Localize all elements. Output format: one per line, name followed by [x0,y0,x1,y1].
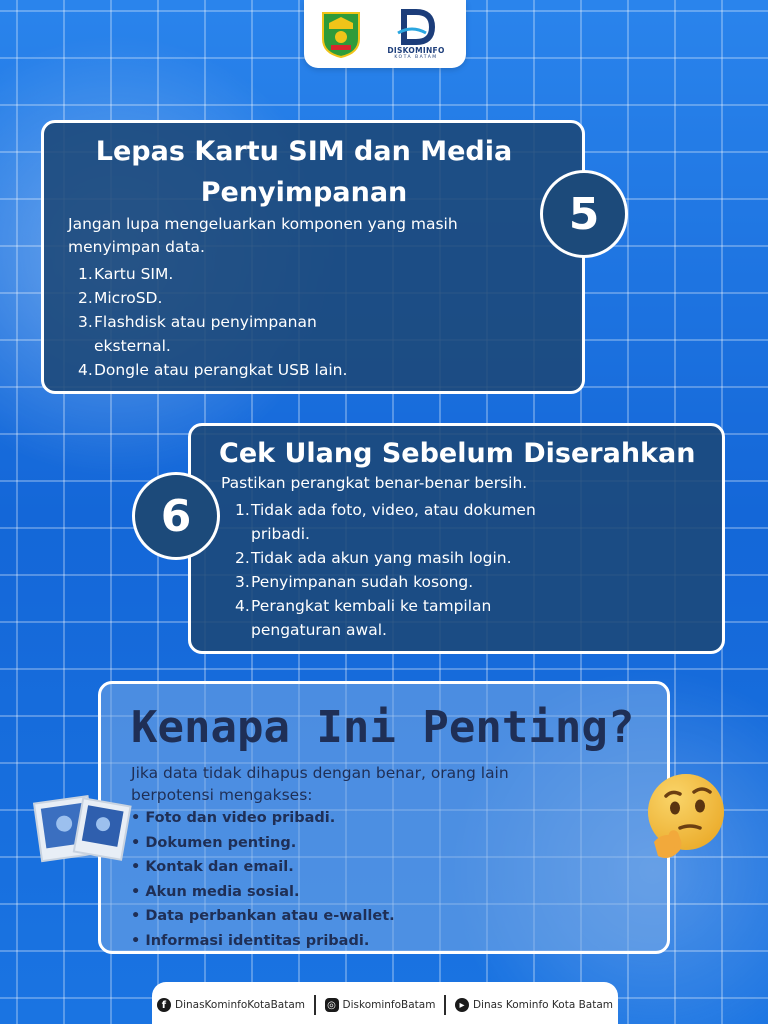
step-5-list [78,262,378,382]
header-logos [304,0,466,68]
list-item: 4. Perangkat kembali ke tampilan pengaturan awal. [235,597,492,639]
list-item: • Akun media sosial. [131,883,300,900]
thinking-face-icon [640,770,732,866]
photo-stack-icon [32,790,132,868]
list-item: 1. Kartu SIM. [78,265,174,283]
list-item: • Foto dan video pribadi. [131,810,336,826]
list-item: • Data perbankan atau e-wallet. [131,908,395,924]
why-title: Kenapa Ini Penting? [131,702,635,753]
list-item: 3. Penyimpanan sudah kosong. [235,573,474,591]
divider [314,995,316,1015]
step-6-badge: 6 [132,472,220,560]
why-important-card [98,681,670,954]
step-5-badge: 5 [540,170,628,258]
facebook-icon: f [157,998,171,1012]
youtube-handle: Dinas Kominfo Kota Batam [472,999,614,1011]
why-intro: Jika data tidak dihapus dengan benar, orang lain berpotensi mengakses: [131,764,509,804]
list-item: • Kontak dan email. [131,859,294,875]
logo-name: DISKOMINFO [387,45,445,55]
list-item: 1. Tidak ada foto, video, atau dokumen pribadi. [235,501,536,543]
diskominfo-logo [381,9,451,60]
list-item: 4. Dongle atau perangkat USB lain. [78,361,348,379]
why-list [131,806,531,953]
facebook-link[interactable] [157,998,305,1012]
diskominfo-logo-icon [396,9,436,45]
step-5-card [41,120,585,394]
batam-seal-icon [319,9,363,59]
footer-social [152,982,618,1024]
instagram-link[interactable] [325,998,436,1012]
list-item: 2. Tidak ada akun yang masih login. [235,549,512,567]
facebook-handle: DinasKominfoKotaBatam [174,999,306,1011]
list-item: 3. Flashdisk atau penyimpanan eksternal. [78,313,317,355]
youtube-link[interactable] [455,998,613,1012]
list-item: 2. MicroSD. [78,289,163,307]
step-5-title: Lepas Kartu SIM dan Media Penyimpanan [95,136,513,208]
step-5-intro: Jangan lupa mengeluarkan komponen yang masih menyimpan data. [68,215,458,256]
youtube-icon: ▸ [455,998,469,1012]
instagram-handle: DiskominfoBatam [342,999,436,1011]
list-item: • Dokumen penting. [131,834,297,851]
instagram-icon: ◎ [325,998,339,1012]
logo-sub: KOTA BATAM [394,54,438,60]
step-6-intro: Pastikan perangkat benar-benar bersih. [221,474,528,492]
step-6-list [235,498,585,642]
step-6-card [188,423,725,654]
step-6-title: Cek Ulang Sebelum Diserahkan [219,438,696,469]
list-item: • Informasi identitas pribadi. [131,932,370,949]
divider [444,995,446,1015]
